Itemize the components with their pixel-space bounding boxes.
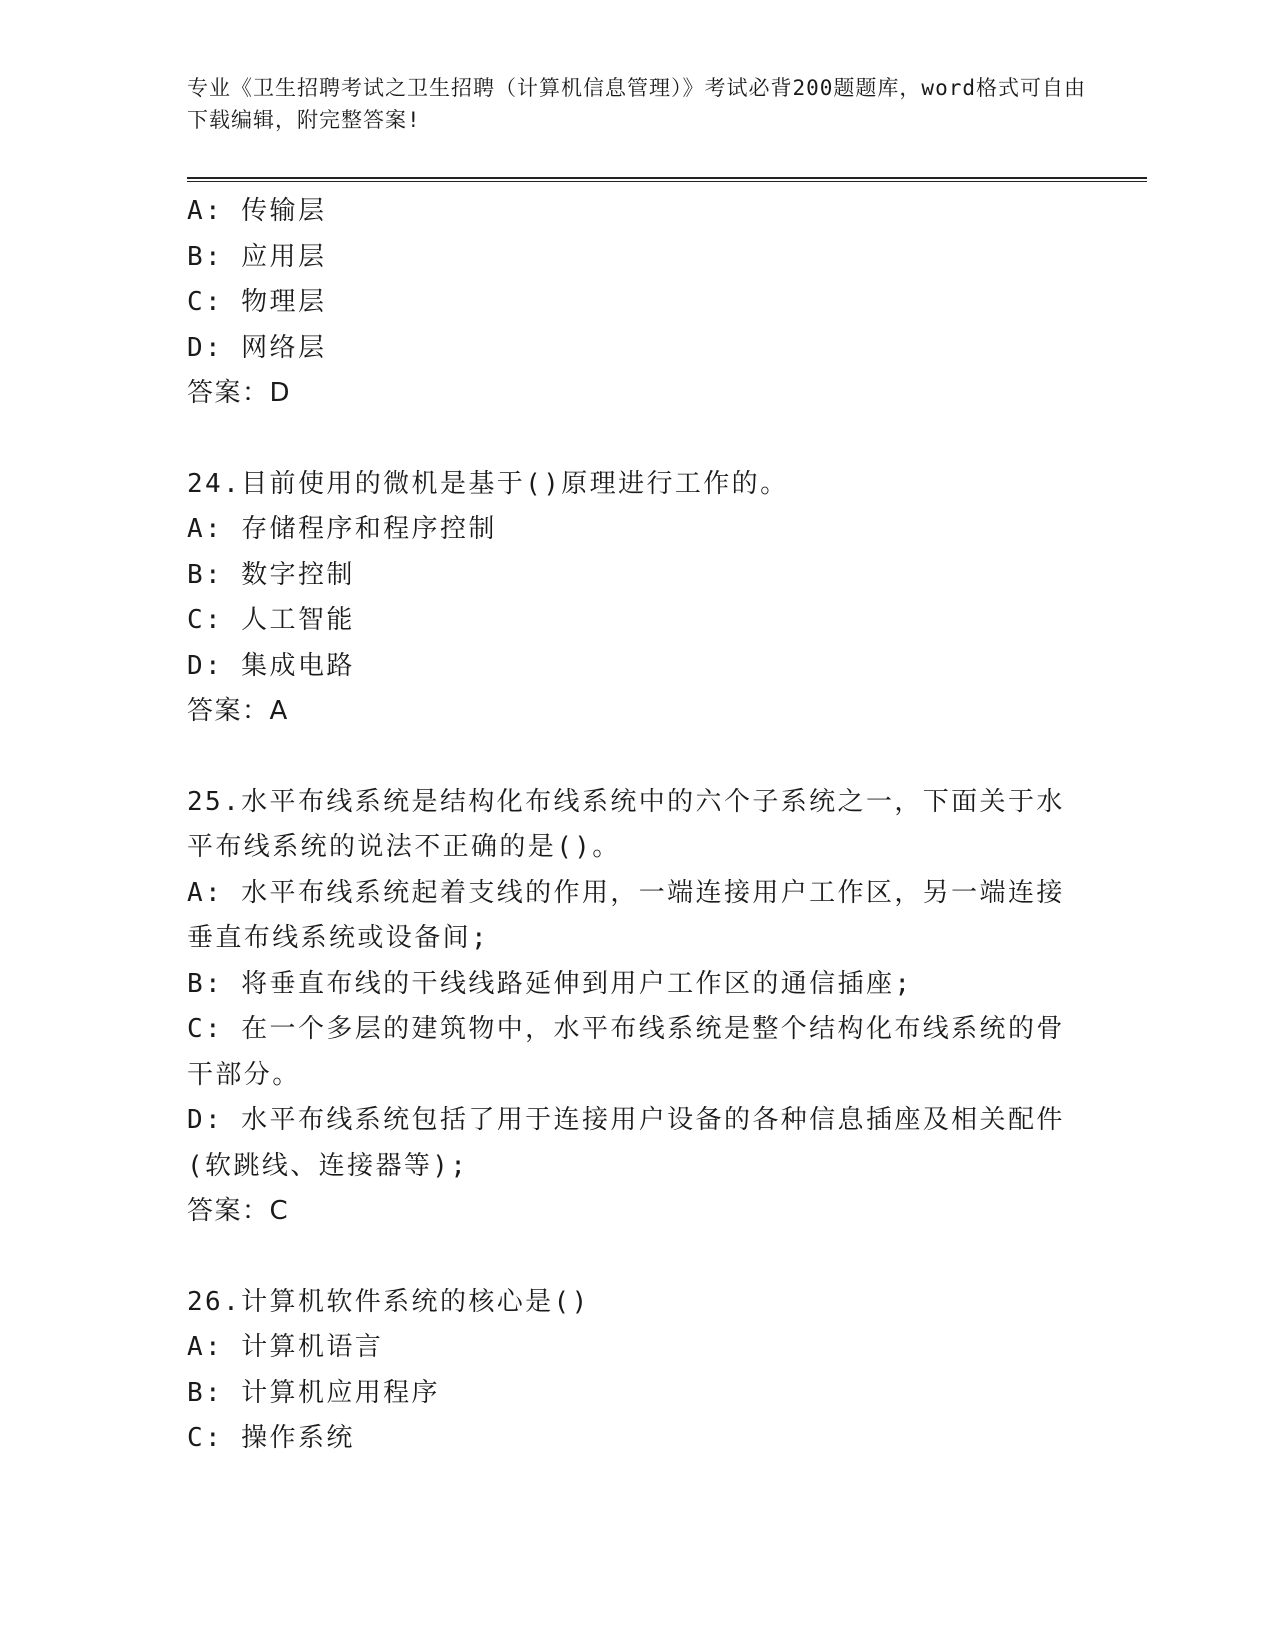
document-header: 专业《卫生招聘考试之卫生招聘（计算机信息管理）》考试必背200题题库，word格式可自由下载编辑，附完整答案! <box>187 76 1086 132</box>
question-block-24 <box>187 462 1087 735</box>
option-d: D: 水平布线系统包括了用于连接用户设备的各种信息插座及相关配件(软跳线、连接器等); <box>187 1105 1065 1181</box>
spacer <box>187 735 1087 780</box>
option-c: C: 在一个多层的建筑物中，水平布线系统是整个结构化布线系统的骨干部分。 <box>187 1014 1065 1090</box>
option-d: D: 网络层 <box>187 332 327 363</box>
option-a: A: 存储程序和程序控制 <box>187 514 497 544</box>
option-c: C: 人工智能 <box>187 605 355 635</box>
answer-line: 答案：D <box>187 378 292 408</box>
question-text: 25.水平布线系统是结构化布线系统中的六个子系统之一，下面关于水平布线系统的说法不正确的是()。 <box>187 786 1065 862</box>
question-text: 24.目前使用的微机是基于()原理进行工作的。 <box>187 468 789 499</box>
question-list <box>187 189 1087 1462</box>
option-d: D: 集成电路 <box>187 650 355 681</box>
option-a: A: 传输层 <box>187 196 327 226</box>
option-b: B: 计算机应用程序 <box>187 1377 440 1408</box>
question-block-26 <box>187 1280 1087 1462</box>
answer-line: 答案：C <box>187 1196 290 1226</box>
option-b: B: 应用层 <box>187 241 327 272</box>
header-divider <box>187 177 1147 182</box>
question-block-25 <box>187 780 1087 1235</box>
option-a: A: 水平布线系统起着支线的作用，一端连接用户工作区，另一端连接垂直布线系统或设备间; <box>187 877 1065 953</box>
option-b: B: 将垂直布线的干线线路延伸到用户工作区的通信插座; <box>187 968 913 999</box>
question-block-23 <box>187 189 1087 417</box>
question-text: 26.计算机软件系统的核心是() <box>187 1286 590 1317</box>
option-a: A: 计算机语言 <box>187 1332 384 1362</box>
option-c: C: 操作系统 <box>187 1423 355 1453</box>
option-c: C: 物理层 <box>187 287 327 317</box>
option-b: B: 数字控制 <box>187 559 355 590</box>
spacer <box>187 417 1087 462</box>
spacer <box>187 1235 1087 1280</box>
answer-line: 答案：A <box>187 696 289 726</box>
